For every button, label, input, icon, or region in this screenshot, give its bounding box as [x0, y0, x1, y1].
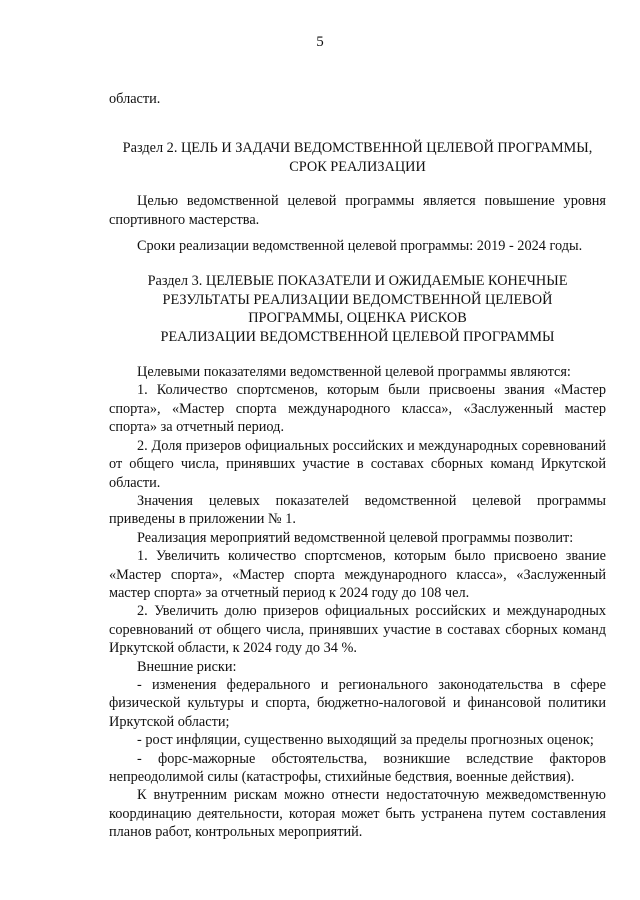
section-3-paragraph: - форс-мажорные обстоятельства, возникшие вследствие факторов непреодолимой силы (катастрофы, стихийные бедствия, военные действия).	[109, 750, 606, 785]
section-3-paragraph: Внешние риски:	[137, 658, 237, 675]
section-2-heading-line: СРОК РЕАЛИЗАЦИИ	[289, 158, 426, 175]
section-3-heading-line: Раздел 3. ЦЕЛЕВЫЕ ПОКАЗАТЕЛИ И ОЖИДАЕМЫЕ КОНЕЧНЫЕ	[147, 273, 568, 290]
section-3-heading-line: ПРОГРАММЫ, ОЦЕНКА РИСКОВ	[248, 310, 467, 327]
section-3-paragraph: 1. Количество спортсменов, которым были присвоены звания «Мастер спорта», «Мастер спорта международного класса», «Заслуженный мастер спорта» за отчетный период.	[109, 382, 606, 436]
section-2-heading-line: Раздел 2. ЦЕЛЬ И ЗАДАЧИ ВЕДОМСТВЕННОЙ ЦЕЛЕВОЙ ПРОГРАММЫ,	[122, 140, 593, 157]
section-3-paragraph: Целевыми показателями ведомственной целевой программы являются:	[137, 364, 571, 381]
section-3-paragraph: - изменения федерального и регионального законодательства в сфере физической культуры и спорта, бюджетно-налоговой и финансовой политики Иркутской области;	[109, 676, 606, 730]
section-3-paragraph: 2. Доля призеров официальных российских и международных соревнований от общего числа, принявших участие в составах сборных команд Иркутской области.	[109, 437, 606, 491]
section-3-heading	[109, 272, 606, 346]
page-content	[109, 90, 606, 842]
section-3-paragraph: К внутренним рискам можно отнести недостаточную межведомственную координацию деятельности, которая может быть устранена путем составления планов работ, контрольных мероприятий.	[109, 787, 606, 841]
page-number: 5	[316, 34, 324, 50]
section-3-paragraph: Реализация мероприятий ведомственной целевой программы позволит:	[137, 529, 574, 546]
section-3-heading-line: РЕАЛИЗАЦИИ ВЕДОМСТВЕННОЙ ЦЕЛЕВОЙ ПРОГРАММЫ	[160, 328, 555, 345]
continued-text: области.	[109, 91, 161, 107]
section-3-paragraph: Значения целевых показателей ведомственной целевой программы приведены в приложении № 1.	[109, 492, 606, 528]
section-3-heading-line: РЕЗУЛЬТАТЫ РЕАЛИЗАЦИИ ВЕДОМСТВЕННОЙ ЦЕЛЕВОЙ	[162, 291, 553, 308]
section-3-paragraph: - рост инфляции, существенно выходящий за пределы прогнозных оценок;	[137, 732, 594, 749]
section-2-heading	[109, 139, 606, 176]
section-2-paragraph: Целью ведомственной целевой программы является повышение уровня спортивного мастерства.	[109, 193, 606, 228]
section-2-paragraph: Сроки реализации ведомственной целевой программы: 2019 - 2024 годы.	[137, 238, 583, 255]
section-3-paragraph: 2. Увеличить долю призеров официальных российских и международных соревнований от общего числа, принявших участие в составах сборных команд Иркутской области, к 2024 году до 34 %.	[109, 603, 606, 657]
section-3-paragraph: 1. Увеличить количество спортсменов, которым было присвоено звание «Мастер спорта», «Мастер спорта международного класса», «Заслуженный мастер спорта» за отчетный период к 2024 году до 108 чел.	[109, 548, 606, 601]
